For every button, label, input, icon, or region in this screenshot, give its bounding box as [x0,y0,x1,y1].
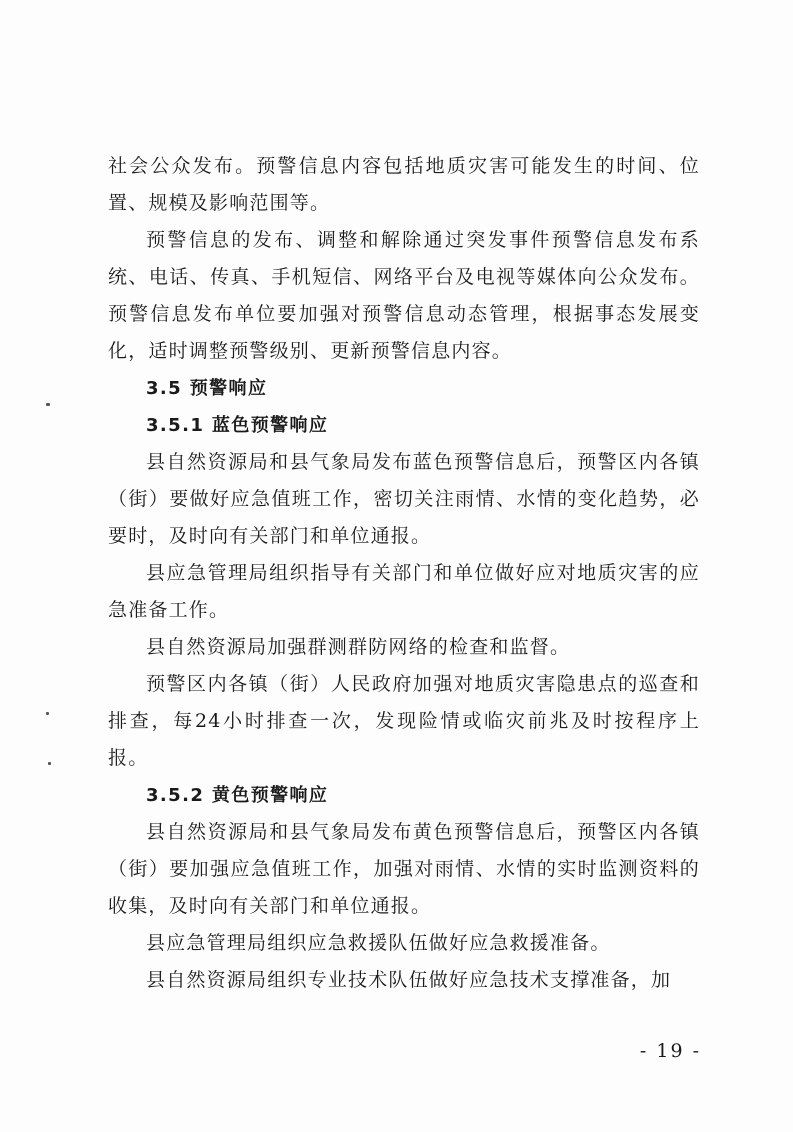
paragraph: 县自然资源局组织专业技术队伍做好应急技术支撑准备，加 [146,969,672,991]
paragraph: 预警区内各镇（街）人民政府加强对地质灾害隐患点的巡查和排查，每24小时排查一次，发现险情或临灾前兆及时按程序上报。 [108,673,700,769]
paragraph: 预警信息的发布、调整和解除通过突发事件预警信息发布系统、电话、传真、手机短信、网络平台及电视等媒体向公众发布。预警信息发布单位要加强对预警信息动态管理，根据事态发展变化，适时调整预警级别、更新预警信息内容。 [108,229,700,362]
page-number: - 19 - [639,1040,701,1062]
document-body [108,148,700,999]
scan-mark [48,762,51,765]
paragraph: 县应急管理局组织指导有关部门和单位做好应对地质灾害的应急准备工作。 [108,562,700,621]
subsection-heading: 3.5.1 蓝色预警响应 [146,415,329,436]
subsection-heading: 3.5.2 黄色预警响应 [146,785,329,806]
paragraph: 县自然资源局和县气象局发布蓝色预警信息后，预警区内各镇（街）要做好应急值班工作，密切关注雨情、水情的变化趋势，必要时，及时向有关部门和单位通报。 [108,451,700,547]
scan-mark [46,403,50,406]
scan-mark [46,712,49,715]
paragraph: 县自然资源局和县气象局发布黄色预警信息后，预警区内各镇（街）要加强应急值班工作，加强对雨情、水情的实时监测资料的收集，及时向有关部门和单位通报。 [108,821,700,917]
paragraph: 社会公众发布。预警信息内容包括地质灾害可能发生的时间、位置、规模及影响范围等。 [108,155,700,214]
paragraph: 县应急管理局组织应急救援队伍做好应急救援准备。 [146,932,611,954]
paragraph: 县自然资源局加强群测群防网络的检查和监督。 [146,636,571,658]
section-heading: 3.5 预警响应 [146,378,268,399]
